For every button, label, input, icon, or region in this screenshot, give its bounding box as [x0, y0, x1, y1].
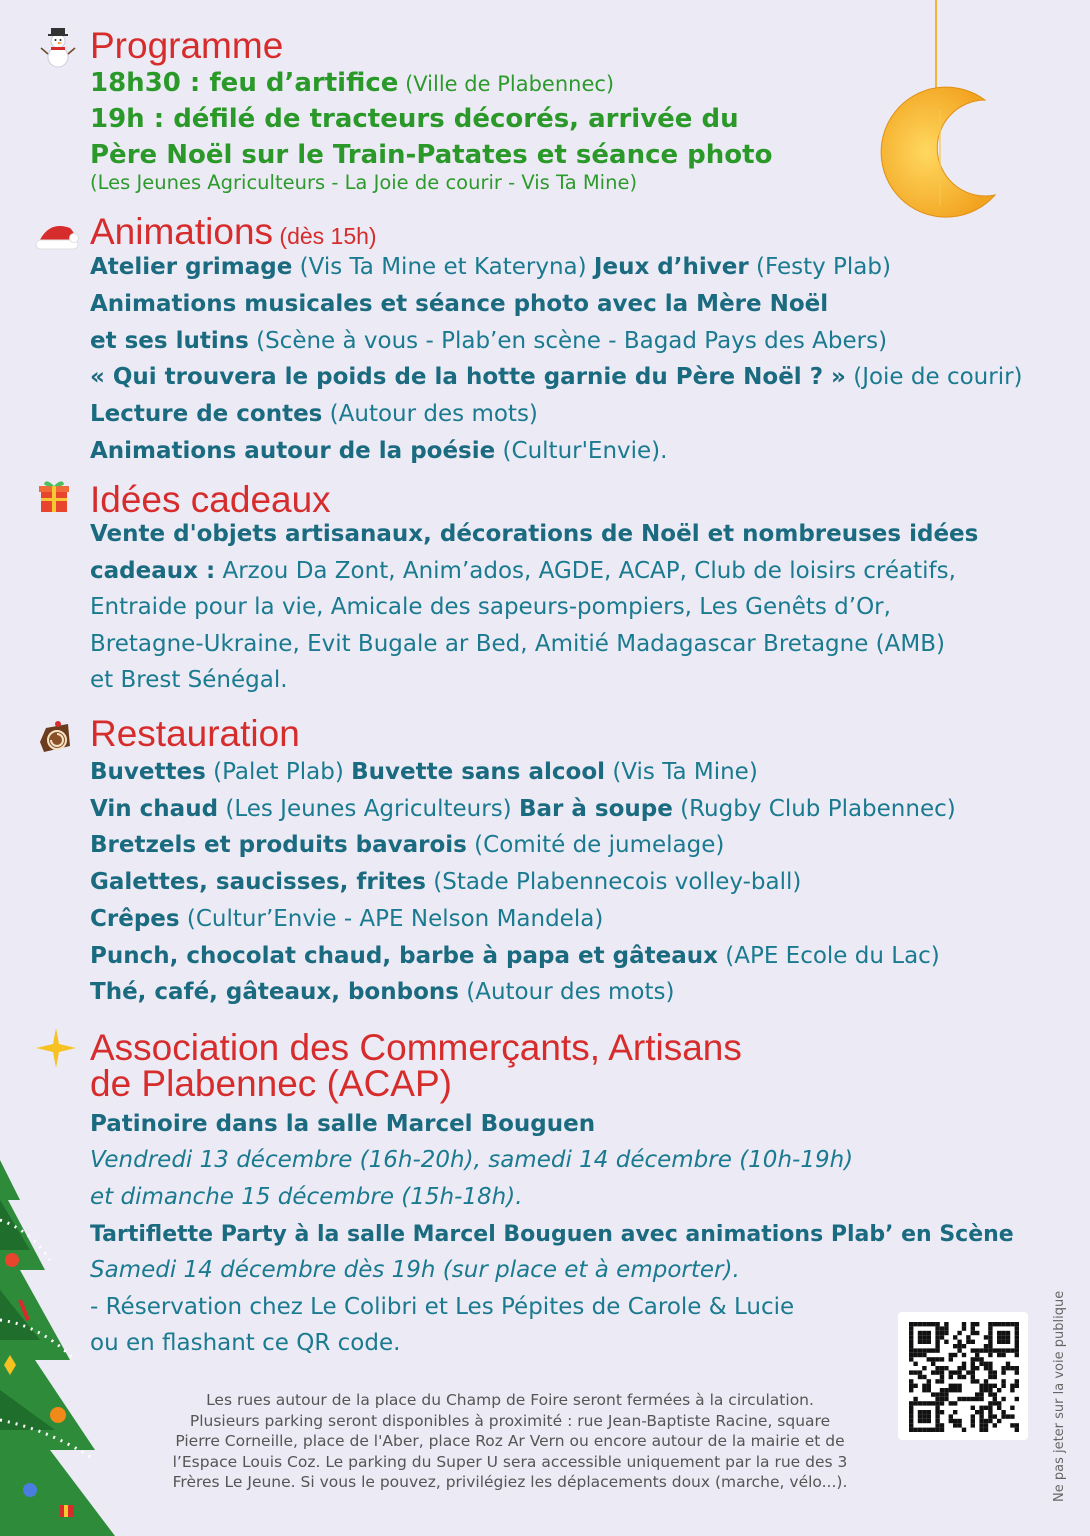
animations-line	[90, 252, 891, 282]
restauration-line-b: Vin chaud	[90, 795, 219, 822]
moon-icon	[880, 0, 1010, 225]
animations-line-b2: Jeux d’hiver	[593, 254, 749, 280]
acap-line-3: et dimanche 15 décembre (15h-18h).	[90, 1184, 523, 1210]
restauration-line-b: Crêpes	[90, 905, 180, 932]
acap-line-2: Vendredi 13 décembre (16h-20h), samedi 14 décembre (10h-19h)	[90, 1147, 854, 1173]
animations-line-b: et ses lutins	[90, 327, 249, 354]
programme-line-1-bold: 18h30 : feu d’artifice	[90, 68, 399, 98]
qr-code-icon[interactable]	[898, 1312, 1028, 1440]
restauration-line-b: Punch, chocolat chaud, barbe à papa et gâteaux	[90, 942, 718, 969]
cadeaux-line-2-rest: Arzou Da Zont, Anim’ados, AGDE, ACAP, Club de loisirs créatifs,	[215, 558, 956, 584]
star-icon	[34, 1026, 78, 1070]
programme-line-3	[90, 138, 772, 172]
acap-line-1-bold: Patinoire dans la salle Marcel Bouguen	[90, 1111, 596, 1137]
animations-line-b: Animations autour de la poésie	[90, 438, 496, 464]
acap-title-line-2: de Plabennec (ACAP)	[90, 1063, 452, 1104]
acap-line-5: Samedi 14 décembre dès 19h (sur place et à emporter).	[90, 1257, 740, 1283]
animations-title-small: (dès 15h)	[273, 223, 377, 249]
animations-line	[90, 289, 828, 319]
restauration-line	[90, 757, 758, 787]
restauration-line-r: (Cultur’Envie - APE Nelson Mandela)	[179, 905, 604, 932]
restauration-line-b: Galettes, saucisses, frites	[90, 869, 426, 896]
footer-line-4: l’Espace Louis Coz. Le parking du Super U sera accessible uniquement par la rue des 3	[172, 1452, 848, 1471]
vertical-disclaimer: Ne pas jeter sur la voie publique	[1052, 1290, 1067, 1502]
footer-line-2: Plusieurs parking seront disponibles à proximité : rue Jean-Baptiste Racine, square	[189, 1411, 831, 1430]
cadeaux-line-1-bold: Vente d'objets artisanaux, décorations de Noël et nombreuses idées	[90, 521, 979, 547]
santa-hat-icon	[34, 218, 80, 252]
animations-line	[90, 326, 887, 356]
cadeaux-title: Idées cadeaux	[90, 479, 331, 520]
restauration-line	[90, 904, 603, 934]
programme-line-2-bold: 19h : défilé de tracteurs décorés, arrivée du	[90, 104, 739, 134]
restauration-line-b2: Buvette sans alcool	[351, 759, 606, 785]
programme-line-2	[90, 102, 739, 136]
animations-line	[90, 436, 667, 466]
animations-line-r: (Joie de courir)	[845, 364, 1023, 391]
restauration-line-r: (APE Ecole du Lac)	[717, 942, 940, 969]
animations-line-b: Animations musicales et séance photo avec la Mère Noël	[90, 290, 829, 317]
animations-line	[90, 362, 1023, 392]
restauration-line	[90, 794, 956, 824]
restauration-line-b2: Bar à soupe	[518, 795, 673, 822]
restauration-line	[90, 977, 674, 1007]
animations-line	[90, 399, 538, 429]
restauration-line-b: Buvettes	[90, 759, 206, 785]
restauration-title: Restauration	[90, 713, 300, 754]
programme-title: Programme	[90, 25, 284, 66]
cadeaux-line-2-bold: cadeaux :	[90, 558, 216, 584]
animations-line-b: Atelier grimage	[90, 254, 293, 280]
restauration-line	[90, 941, 940, 971]
animations-line-r: (Vis Ta Mine et Kateryna)	[292, 254, 594, 280]
restauration-line-r2: (Vis Ta Mine)	[605, 759, 758, 785]
programme-line-4: (Les Jeunes Agriculteurs - La Joie de courir - Vis Ta Mine)	[90, 171, 638, 194]
restauration-line-r: (Autour des mots)	[458, 979, 675, 1006]
cadeaux-line-5: et Brest Sénégal.	[90, 667, 288, 693]
restauration-line-r: (Palet Plab)	[205, 759, 352, 785]
animations-title	[90, 212, 377, 256]
snowman-icon	[40, 26, 76, 70]
cadeaux-line-3: Entraide pour la vie, Amicale des sapeurs-pompiers, Les Genêts d’Or,	[90, 594, 891, 620]
animations-line-r2: (Festy Plab)	[748, 254, 891, 280]
programme-line-3-bold: Père Noël sur le Train-Patates et séance photo	[90, 140, 773, 170]
acap-line-7: ou en flashant ce QR code.	[90, 1330, 401, 1356]
restauration-line	[90, 830, 724, 860]
acap-line-6: - Réservation chez Le Colibri et Les Pépites de Carole & Lucie	[90, 1294, 795, 1320]
restauration-line-r: (Comité de jumelage)	[466, 832, 725, 859]
animations-line-r: (Cultur'Envie).	[495, 438, 668, 464]
animations-line-r: (Autour des mots)	[322, 401, 538, 428]
acap-line-1	[90, 1109, 595, 1139]
animations-title-main: Animations	[90, 211, 274, 252]
footer-notice	[120, 1390, 900, 1493]
log-cake-icon	[36, 718, 74, 756]
acap-title-line-1: Association des Commerçants, Artisans	[90, 1027, 742, 1068]
acap-line-4-bold: Tartiflette Party à la salle Marcel Bouguen avec animations Plab’ en Scène	[90, 1222, 1014, 1247]
restauration-line	[90, 867, 801, 897]
programme-line-1	[90, 66, 614, 101]
cadeaux-line-1	[90, 519, 978, 549]
footer-line-3: Pierre Corneille, place de l'Aber, place Roz Ar Vern ou encore autour de la mairie et de	[175, 1432, 845, 1451]
restauration-line-r: (Stade Plabennecois volley-ball)	[425, 869, 802, 896]
animations-line-b: « Qui trouvera le poids de la hotte garnie du Père Noël ? »	[90, 364, 846, 391]
restauration-line-b: Thé, café, gâteaux, bonbons	[90, 979, 459, 1006]
cadeaux-line-4: Bretagne-Ukraine, Evit Bugale ar Bed, Amitié Madagascar Bretagne (AMB)	[90, 631, 945, 657]
footer-line-5: Frères Le Jeune. Si vous le pouvez, privilégiez les déplacements doux (marche, vélo...).	[172, 1473, 848, 1492]
cadeaux-line-2	[90, 556, 956, 586]
programme-line-1-rest: (Ville de Plabennec)	[398, 72, 615, 96]
acap-line-4	[90, 1219, 1014, 1250]
animations-line-r: (Scène à vous - Plab’en scène - Bagad Pays des Abers)	[248, 327, 888, 354]
animations-line-b: Lecture de contes	[90, 401, 323, 428]
restauration-line-r: (Les Jeunes Agriculteurs)	[218, 795, 519, 822]
restauration-line-b: Bretzels et produits bavarois	[90, 832, 467, 859]
gift-icon	[38, 478, 70, 514]
restauration-line-r2: (Rugby Club Plabennec)	[672, 795, 956, 822]
christmas-tree-icon	[0, 1160, 120, 1536]
footer-line-1: Les rues autour de la place du Champ de Foire seront fermées à la circulation.	[206, 1391, 814, 1409]
